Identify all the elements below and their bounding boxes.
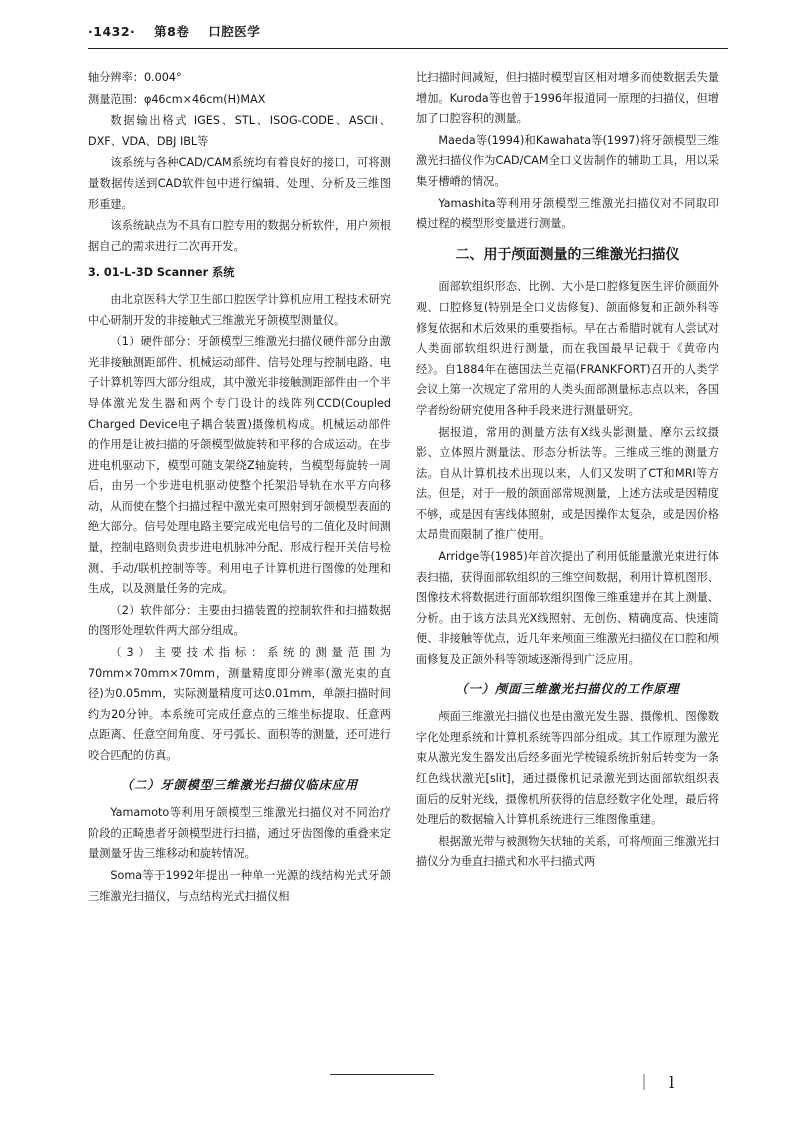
paragraph: Yamamoto等利用牙颌模型三维激光扫描仪对不同治疗阶段的正畸患者牙颌模型进行扫描，通过牙齿图像的重叠来定量测量牙齿三维移动和旋转情况。 [88, 806, 391, 861]
paragraph: 面部软组织形态、比例、大小是口腔修复医生评价颜面外观、口腔修复(特别是全口义齿修复)、颌面修复和正颌外科等修复依据和术后效果的重要指标。早在古希腊时就有人尝试对人类面部软组织进行测量，而在我国最早记载于《黄帝内经》。自1884年在德国法兰克福(FRANKFORT)召开的人类学会议上第一次规定了常用的人类头面部测量标志点以来，各国学者纷纷研究使用各种手段来进行测量研究。 [416, 280, 719, 417]
paragraph: 比扫描时间减短，但扫描时模型盲区相对增多而使数据丢失量增加。Kuroda等也曾于1996年报道同一原理的扫描仪，但增加了口腔容积的测量。 [416, 71, 719, 126]
footer-mark: ｜ l [636, 1073, 681, 1092]
paragraph: 据报道，常用的测量方法有X线头影测量、摩尔云纹摄影、立体照片测量法、形态分析法等。三维成三维的测量方法。自从计算机技术出现以来，人们又发明了CT和MRI等方法。但是，对于一般的颌面部常规测量，上述方法或是因精度不够，或是因有害线体照射，或是因操作太复杂，或是因价格太昂贵而限制了推广使用。 [416, 425, 719, 542]
paragraph: Yamashita等利用牙颌模型三维激光扫描仪对不同取印模过程的模型形变量进行测量。 [416, 196, 719, 231]
page-number: ·1432· [88, 24, 136, 39]
paragraph: 颅面三维激光扫描仪也是由激光发生器、摄像机、图像数字化处理系统和计算机系统等四部分组成。其工作原理为激光束从激光发生器发出后经多面光学棱镜系统折射后转变为一条红色线状激光[slit]，通过摄像机记录激光到达面部软组织表面后的反射光线，摄像机所获得的信息经数字化处理，最后将处理后的数据输入计算机系统进行三维图像重建。 [416, 710, 719, 827]
paragraph: Arridge等(1985)年首次提出了利用低能量激光束进行体表扫描，获得面部软组织的三维空间数据，利用计算机图形、图像技术将数据进行面部软组织图像三维重建并在其上测量、分析。由于该方法具光X线照射、无创伤、精确度高、快速简便、非接触等优点，近几年来颅面三维激光扫描仪在口腔和颅面修复及正颌外科等领域逐渐得到广泛应用。 [416, 550, 719, 667]
paragraph: 该系统缺点为不具有口腔专用的数据分析软件，用户须根据自己的需求进行二次再开发。 [88, 219, 391, 253]
section-heading: 二、用于颅面测量的三维激光扫描仪 [455, 246, 680, 263]
paragraph: 该系统与各种CAD/CAM系统均有着良好的接口，可将测量数据传送到CAD软件包中进行编辑、处理、分析及三维图形重建。 [88, 156, 391, 211]
left-column [88, 68, 391, 908]
paragraph: 数据输出格式 IGES、STL、ISOG-CODE、ASCII、DXF、VDA、DBJ IBL等 [88, 114, 391, 148]
paragraph: Maeda等(1994)和Kawahata等(1997)将牙颌模型三维激光扫描仪作为CAD/CAM全口义齿制作的辅助工具，用以采集牙槽嵴的情况。 [416, 133, 719, 188]
journal-name: 口腔医学 [208, 24, 261, 39]
volume-label: 第8卷 [154, 24, 190, 39]
paragraph: 由北京医科大学卫生部口腔医学计算机应用工程技术研究中心研制开发的非接触式三维激光牙颌模型测量仪。 [88, 292, 391, 327]
running-header [88, 22, 768, 44]
section-heading: （一）颅面三维激光扫描仪的工作原理 [455, 681, 680, 696]
paragraph: 轴分辨率：0.004° [88, 71, 182, 84]
paragraph: 测量范围：φ46cm×46cm(H)MAX [88, 92, 266, 106]
header-rule [88, 48, 728, 49]
section-heading: 3. 01-L-3D Scanner 系统 [88, 266, 235, 280]
footer-rule [330, 1074, 434, 1075]
paragraph: 根据激光带与被测物矢状轴的关系，可将颅面三维激光扫描仪分为垂直扫描式和水平扫描式两 [416, 834, 719, 869]
right-column [416, 68, 719, 874]
paragraph: （1）硬件部分：牙颌模型三维激光扫描仪硬件部分由激光非接触测距部件、机械运动部件、信号处理与控制电路、电子计算机等四大部分组成，其中激光非接触测距部件由一个半导体激光发生器和两个专门设计的线阵列CCD(Coupled Charged Device电子耦合装置)摄像机构成。机械运动部件的作用是让被扫描的牙颌模型做旋转和平移的合成运动。在步进电机驱动下，模型可随支架绕Z轴旋转，当模型每旋转一周后，由另一个步进电机驱动使整个托架沿导轨在水平方向移动，从而使在整个扫描过程中激光束可照射到牙颌模型表面的绝大部分。信号处理电路主要完成光电信号的二值化及时间测量，控制电路则负责步进电机脉冲分配、形成行程开关信号检测、手动/联机控制等等。利用电子计算机进行图像的处理和生成，以及测量任务的完成。 [88, 335, 391, 596]
paragraph: （3）主要技术指标：系统的测量范围为70mm×70mm×70mm，测量精度即分辨率(激光束的直径)为0.05mm，实际测量精度可达0.01mm，单颌扫描时间约为20分钟。本系统可完成任意点的三维坐标提取、任意两点距离、任意空间角度、牙弓弧长、面积等的测量，还可进行咬合匹配的仿真。 [88, 646, 391, 762]
paragraph: （2）软件部分：主要由扫描装置的控制软件和扫描数据的图形处理软件两大部分组成。 [88, 603, 391, 638]
section-heading: （二）牙颌模型三维激光扫描仪临床应用 [120, 777, 359, 792]
paragraph: Soma等于1992年提出一种单一光源的线结构光式牙颌三维激光扫描仪，与点结构光式扫描仪相 [88, 868, 391, 903]
